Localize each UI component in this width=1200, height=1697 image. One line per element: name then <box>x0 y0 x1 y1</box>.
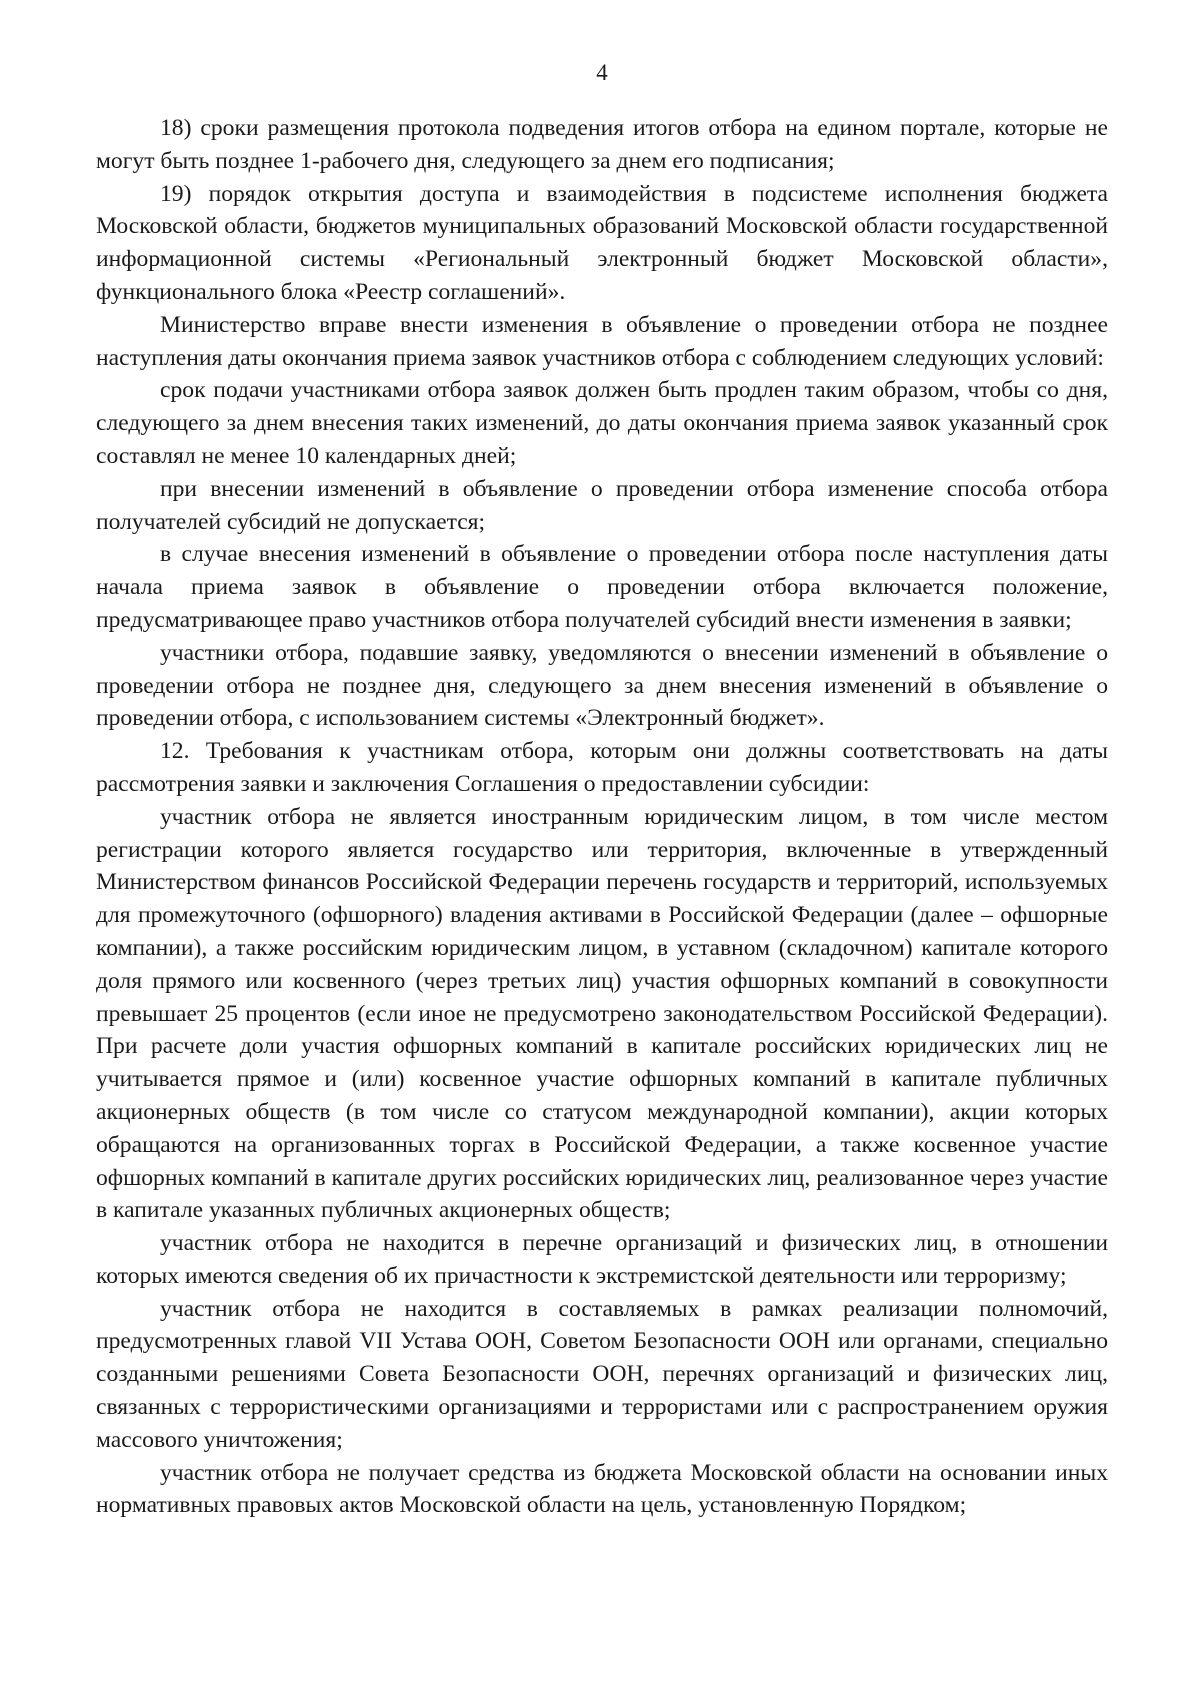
paragraph-after-start: в случае внесения изменений в объявление о проведении отбора после наступления даты начала приема заявок в объявление о проведении отбора включается положение, предусматривающее право участников отбора получателей субсидий внести изменения в заявки; <box>96 541 1108 633</box>
paragraph-section-12: 12. Требования к участникам отбора, которым они должны соответствовать на даты рассмотрения заявки и заключения Соглашения о предоставлении субсидии: <box>96 738 1108 797</box>
paragraph-offshore: участник отбора не является иностранным юридическим лицом, в том числе местом регистрации которого является государство или территория, включенные в утвержденный Министерством финансов Российской Федерации перечень государств и территорий, используемых для промежуточного (офшорного) владения активами в Российской Федерации (далее – офшорные компании), а также российским юридическим лицом, в уставном (складочном) капитале которого доля прямого или косвенного (через третьих лиц) участия офшорных компаний в совокупности превышает 25 процентов (если иное не предусмотрено законодательством Российской Федерации). При расчете доли участия офшорных компаний в капитале российских юридических лиц не учитывается прямое и (или) косвенное участие офшорных компаний в капитале публичных акционерных обществ (в том числе со статусом международной компании), акции которых обращаются на организованных торгах в Российской Федерации, а также косвенное участие офшорных компаний в капитале других российских юридических лиц, реализованное через участие в капитале указанных публичных акционерных обществ; <box>96 803 1108 1224</box>
document-body <box>96 112 1108 1522</box>
paragraph-notification: участники отбора, подавшие заявку, уведомляются о внесении изменений в объявление о проведении отбора не позднее дня, следующего за днем внесения изменений в объявление о проведении отбора, с использованием системы «Электронный бюджет». <box>96 639 1108 732</box>
paragraph-budget-funds: участник отбора не получает средства из бюджета Московской области на основании иных нормативных правовых актов Московской области на цель, установленную Порядком; <box>96 1459 1108 1519</box>
paragraph-method-change: при внесении изменений в объявление о проведении отбора изменение способа отбора получателей субсидий не допускается; <box>96 475 1108 535</box>
paragraph-un-list: участник отбора не находится в составляемых в рамках реализации полномочий, предусмотренных главой VII Устава ООН, Советом Безопасности ООН или органами, специально созданными решениями Совета Безопасности ООН, перечнях организаций и физических лиц, связанных с террористическими организациями и террористами или с распространением оружия массового уничтожения; <box>96 1295 1108 1453</box>
paragraph-item-18: 18) сроки размещения протокола подведения итогов отбора на едином портале, которые не могут быть позднее 1-рабочего дня, следующего за днем его подписания; <box>96 115 1108 174</box>
page-number: 4 <box>596 60 608 85</box>
paragraph-changes-intro: Министерство вправе внести изменения в объявление о проведении отбора не позднее наступления даты окончания приема заявок участников отбора с соблюдением следующих условий: <box>96 311 1108 371</box>
paragraph-item-19: 19) порядок открытия доступа и взаимодействия в подсистеме исполнения бюджета Московской области, бюджетов муниципальных образований Московской области государственной информационной системы «Региональный электронный бюджет Московской области», функционального блока «Реестр соглашений». <box>96 180 1108 305</box>
paragraph-deadline-extension: срок подачи участниками отбора заявок должен быть продлен таким образом, чтобы со дня, следующего за днем внесения таких изменений, до даты окончания приема заявок указанный срок составлял не менее 10 календарных дней; <box>96 377 1108 469</box>
paragraph-extremism-list: участник отбора не находится в перечне организаций и физических лиц, в отношении которых имеются сведения об их причастности к экстремистской деятельности или терроризму; <box>96 1230 1108 1289</box>
